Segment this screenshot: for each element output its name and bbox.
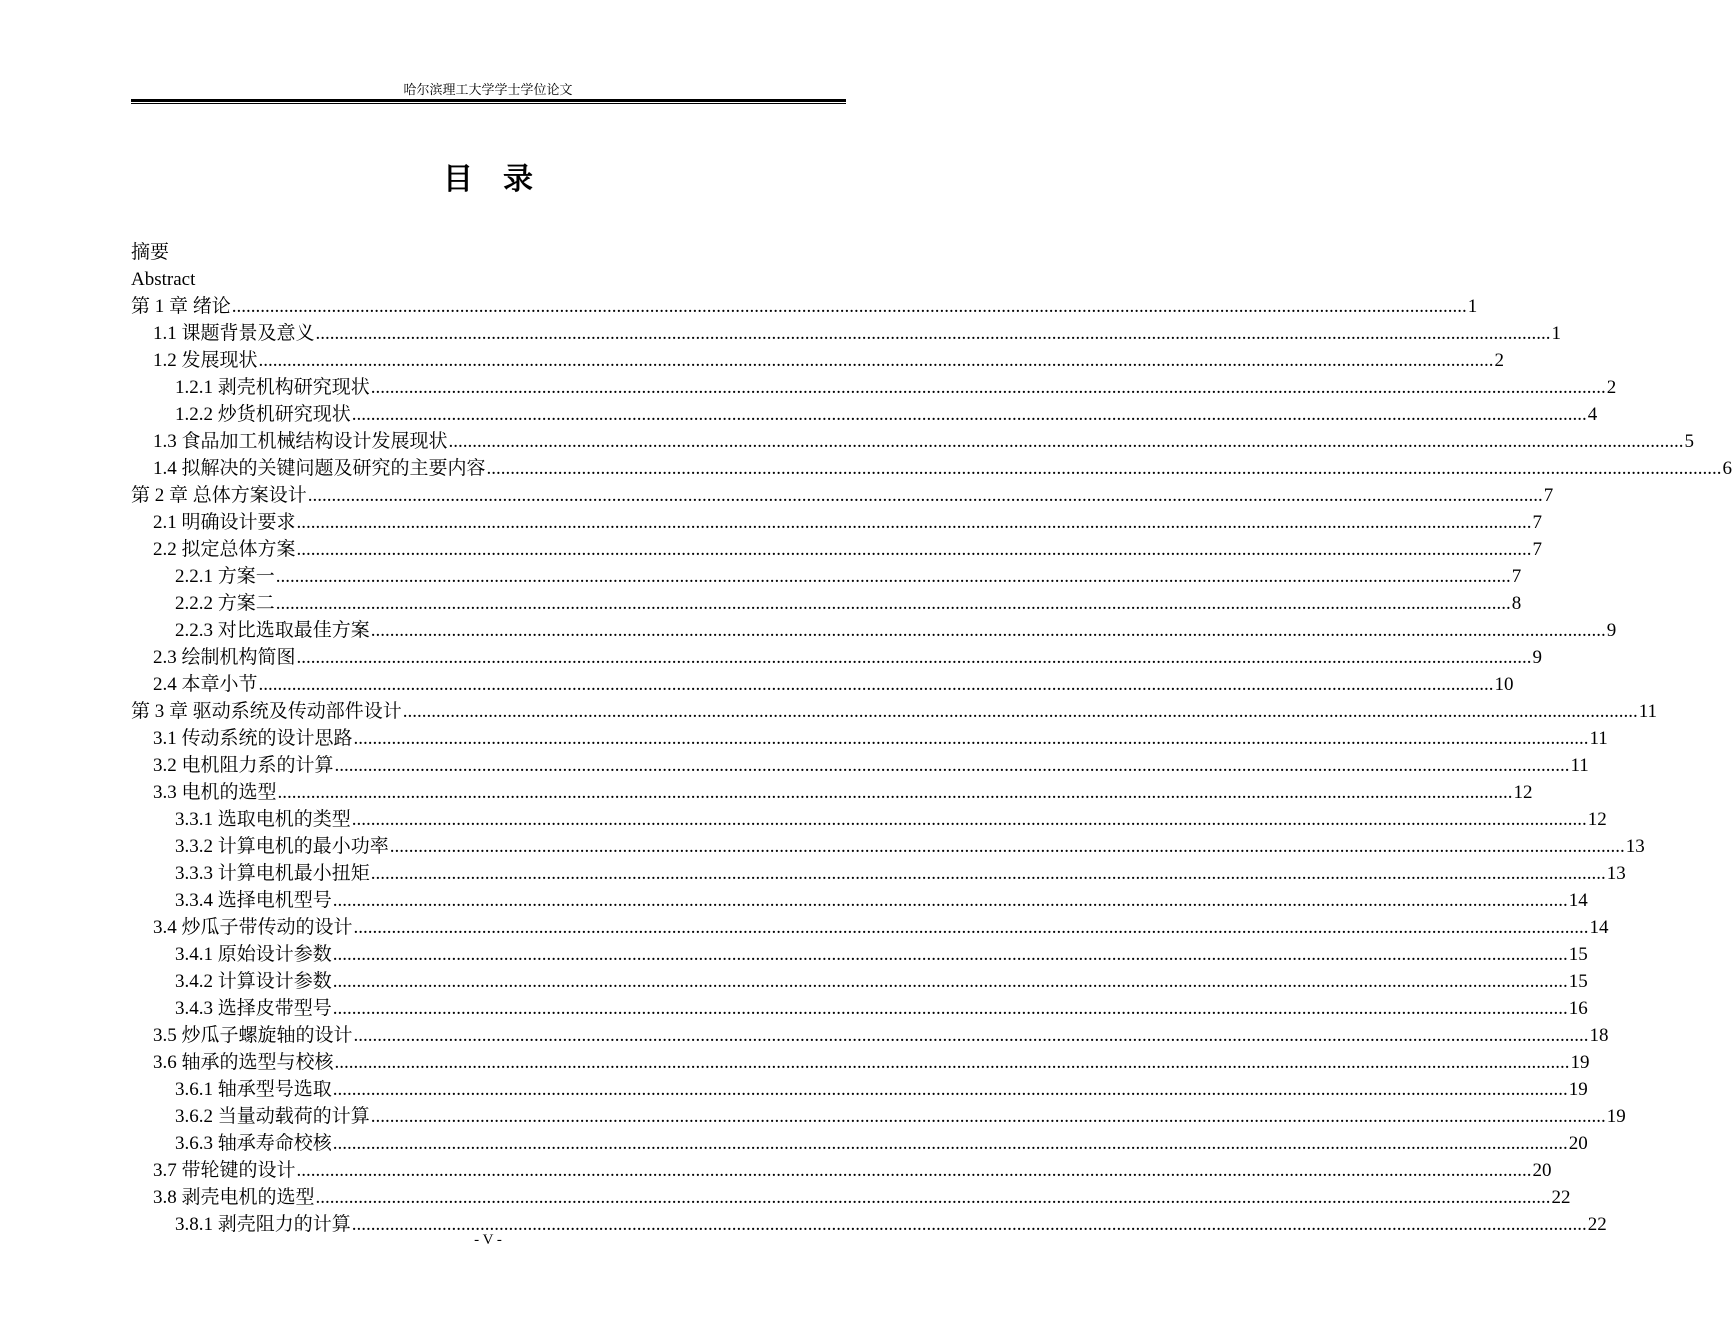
table-of-contents <box>131 239 1732 1238</box>
toc-leader-dots: .................................................................................................................................................................................................................................................................... <box>448 431 1684 452</box>
toc-entry[interactable] <box>131 509 1543 536</box>
toc-entry-page: 11 <box>1589 728 1608 749</box>
toc-entry[interactable] <box>131 590 1522 617</box>
toc-entry-label: 2.2.3 对比选取最佳方案 <box>175 620 370 641</box>
toc-entry-label: 第 1 章 绪论 <box>131 296 231 317</box>
toc-leader-dots: .................................................................................................................................................................................................................................................................... <box>275 566 1511 587</box>
toc-entry-label: 3.8.1 剥壳阻力的计算 <box>175 1214 351 1235</box>
toc-entry[interactable] <box>131 860 1626 887</box>
toc-entry-page: 14 <box>1589 917 1609 938</box>
toc-entry-label: 第 2 章 总体方案设计 <box>131 485 307 506</box>
toc-entry-page: 9 <box>1532 647 1543 668</box>
toc-leader-dots: .................................................................................................................................................................................................................................................................... <box>315 1187 1551 1208</box>
toc-entry-label: 3.1 传动系统的设计思路 <box>153 728 353 749</box>
toc-entry-label: 3.6.1 轴承型号选取 <box>175 1079 332 1100</box>
toc-entry-page: 7 <box>1543 485 1554 506</box>
toc-entry[interactable] <box>131 1157 1552 1184</box>
toc-entry-page: 22 <box>1587 1214 1607 1235</box>
toc-leader-dots: .................................................................................................................................................................................................................................................................... <box>332 944 1568 965</box>
toc-leader-dots: .................................................................................................................................................................................................................................................................... <box>332 890 1568 911</box>
toc-entry-page: 9 <box>1606 620 1617 641</box>
toc-entry[interactable] <box>131 671 1514 698</box>
toc-leader-dots: .................................................................................................................................................................................................................................................................... <box>353 1025 1589 1046</box>
toc-leader-dots: .................................................................................................................................................................................................................................................................... <box>296 647 1532 668</box>
toc-entry-page: 6 <box>1722 458 1732 479</box>
toc-entry-page: 12 <box>1513 782 1533 803</box>
toc-entry-label: 3.3.2 计算电机的最小功率 <box>175 836 389 857</box>
toc-leader-dots: .................................................................................................................................................................................................................................................................... <box>296 512 1532 533</box>
toc-entry-label: 3.2 电机阻力系的计算 <box>153 755 334 776</box>
header-rule-thin <box>131 103 846 104</box>
toc-entry-label: 1.2.1 剥壳机构研究现状 <box>175 377 370 398</box>
toc-entry[interactable] <box>131 941 1588 968</box>
toc-entry[interactable] <box>131 779 1533 806</box>
running-header: 哈尔滨理工大学学士学位论文 <box>403 83 573 98</box>
toc-leader-dots: .................................................................................................................................................................................................................................................................... <box>296 1160 1532 1181</box>
toc-leader-dots: .................................................................................................................................................................................................................................................................... <box>486 458 1722 479</box>
toc-leader-dots: .................................................................................................................................................................................................................................................................... <box>231 296 1467 317</box>
toc-entry-page: 11 <box>1638 701 1658 722</box>
toc-entry-label: 3.3.1 选取电机的类型 <box>175 809 351 830</box>
toc-entry-label: 第 3 章 驱动系统及传动部件设计 <box>131 701 402 722</box>
toc-entry-page: 20 <box>1568 1133 1588 1154</box>
toc-entry-label: 3.4.2 计算设计参数 <box>175 971 332 992</box>
toc-entry-page: 19 <box>1568 1079 1588 1100</box>
toc-entry-page: 7 <box>1511 566 1522 587</box>
toc-leader-dots: .................................................................................................................................................................................................................................................................... <box>332 1133 1568 1154</box>
toc-entry-label: 3.8 剥壳电机的选型 <box>153 1187 315 1208</box>
toc-leader-dots: .................................................................................................................................................................................................................................................................... <box>277 782 1513 803</box>
toc-entry-page: 20 <box>1532 1160 1552 1181</box>
toc-entry-page: 13 <box>1606 863 1626 884</box>
toc-entry-page: 2 <box>1494 350 1505 371</box>
toc-entry-page: 7 <box>1532 539 1543 560</box>
toc-entry-label: 3.3.4 选择电机型号 <box>175 890 332 911</box>
toc-entry[interactable] <box>131 806 1607 833</box>
toc-entry[interactable] <box>131 401 1598 428</box>
toc-leader-dots: .................................................................................................................................................................................................................................................................... <box>370 377 1606 398</box>
toc-leader-dots: .................................................................................................................................................................................................................................................................... <box>389 836 1625 857</box>
toc-leader-dots: .................................................................................................................................................................................................................................................................... <box>332 1079 1568 1100</box>
toc-entry[interactable] <box>131 1130 1588 1157</box>
toc-leader-dots: .................................................................................................................................................................................................................................................................... <box>258 674 1494 695</box>
toc-entry[interactable] <box>131 347 1505 374</box>
toc-entry-page: 1 <box>1467 296 1478 317</box>
toc-leader-dots: .................................................................................................................................................................................................................................................................... <box>353 728 1589 749</box>
toc-entry[interactable] <box>131 1049 1590 1076</box>
toc-entry[interactable] <box>131 1184 1571 1211</box>
toc-leader-dots: .................................................................................................................................................................................................................................................................... <box>351 809 1587 830</box>
toc-entry-page: 10 <box>1494 674 1514 695</box>
toc-entry[interactable] <box>131 374 1617 401</box>
page-number: - V - <box>474 1232 502 1248</box>
toc-entry-label: 3.4.1 原始设计参数 <box>175 944 332 965</box>
toc-leader-dots: .................................................................................................................................................................................................................................................................... <box>258 350 1494 371</box>
toc-leader-dots: .................................................................................................................................................................................................................................................................... <box>370 1106 1606 1127</box>
toc-entry-label: 3.3 电机的选型 <box>153 782 277 803</box>
toc-leader-dots: .................................................................................................................................................................................................................................................................... <box>307 485 1543 506</box>
toc-entry-page: 12 <box>1587 809 1607 830</box>
toc-entry-page: 5 <box>1684 431 1695 452</box>
toc-entry[interactable] <box>131 536 1543 563</box>
page-title: 目录 <box>443 162 563 197</box>
toc-entry-label: 3.6 轴承的选型与校核 <box>153 1052 334 1073</box>
toc-entry-label: 2.1 明确设计要求 <box>153 512 296 533</box>
toc-leader-dots: .................................................................................................................................................................................................................................................................... <box>370 620 1606 641</box>
toc-entry-label: 3.7 带轮键的设计 <box>153 1160 296 1181</box>
toc-leader-dots: .................................................................................................................................................................................................................................................................... <box>315 323 1551 344</box>
toc-entry-page: 1 <box>1551 323 1562 344</box>
toc-leader-dots: .................................................................................................................................................................................................................................................................... <box>334 1052 1570 1073</box>
toc-entry[interactable] <box>131 725 1608 752</box>
toc-entry-label: 3.6.3 轴承寿命校核 <box>175 1133 332 1154</box>
toc-entry-page: 14 <box>1568 890 1588 911</box>
toc-entry-label: 1.3 食品加工机械结构设计发展现状 <box>153 431 448 452</box>
toc-entry-label: 1.4 拟解决的关键问题及研究的主要内容 <box>153 458 486 479</box>
toc-entry[interactable] <box>131 1103 1626 1130</box>
toc-leader-dots: .................................................................................................................................................................................................................................................................... <box>402 701 1638 722</box>
toc-entry[interactable] <box>131 1022 1609 1049</box>
toc-entry-page: 13 <box>1625 836 1645 857</box>
toc-leader-dots: .................................................................................................................................................................................................................................................................... <box>332 998 1568 1019</box>
toc-entry-page: 19 <box>1570 1052 1590 1073</box>
toc-entry-label: 3.4 炒瓜子带传动的设计 <box>153 917 353 938</box>
toc-entry[interactable] <box>131 698 1658 725</box>
toc-entry[interactable] <box>131 482 1554 509</box>
toc-entry-label: 2.2 拟定总体方案 <box>153 539 296 560</box>
toc-entry[interactable] <box>131 995 1588 1022</box>
toc-abstract-en: Abstract <box>131 269 196 290</box>
toc-entry[interactable] <box>131 914 1609 941</box>
toc-entry[interactable] <box>131 968 1588 995</box>
toc-leader-dots: .................................................................................................................................................................................................................................................................... <box>351 404 1587 425</box>
toc-leader-dots: .................................................................................................................................................................................................................................................................... <box>370 863 1606 884</box>
toc-entry[interactable] <box>131 428 1695 455</box>
toc-entry-label: 1.1 课题背景及意义 <box>153 323 315 344</box>
toc-entry[interactable] <box>131 833 1645 860</box>
toc-entry-page: 22 <box>1551 1187 1571 1208</box>
toc-entry[interactable] <box>131 617 1617 644</box>
toc-leader-dots: .................................................................................................................................................................................................................................................................... <box>353 917 1589 938</box>
toc-entry-page: 16 <box>1568 998 1588 1019</box>
toc-entry-label: 3.4.3 选择皮带型号 <box>175 998 332 1019</box>
toc-entry[interactable] <box>131 563 1522 590</box>
toc-entry-label: 3.3.3 计算电机最小扭矩 <box>175 863 370 884</box>
toc-entry-label: 2.2.1 方案一 <box>175 566 275 587</box>
toc-entry-label: 2.3 绘制机构简图 <box>153 647 296 668</box>
toc-entry-label: 3.5 炒瓜子螺旋轴的设计 <box>153 1025 353 1046</box>
toc-entry-page: 18 <box>1589 1025 1609 1046</box>
toc-entry-page: 4 <box>1587 404 1598 425</box>
toc-entry[interactable] <box>131 887 1588 914</box>
toc-entry-page: 15 <box>1568 971 1588 992</box>
toc-entry[interactable] <box>131 455 1732 482</box>
toc-entry-page: 7 <box>1532 512 1543 533</box>
toc-entry-label: 1.2 发展现状 <box>153 350 258 371</box>
toc-entry-label: 3.6.2 当量动载荷的计算 <box>175 1106 370 1127</box>
toc-entry-page: 2 <box>1606 377 1617 398</box>
toc-entry-page: 19 <box>1606 1106 1626 1127</box>
toc-entry[interactable] <box>131 293 1478 320</box>
toc-entry[interactable] <box>131 644 1543 671</box>
toc-leader-dots: .................................................................................................................................................................................................................................................................... <box>296 539 1532 560</box>
toc-entry-page: 8 <box>1511 593 1522 614</box>
toc-abstract-cn: 摘要 <box>131 242 170 263</box>
toc-leader-dots: .................................................................................................................................................................................................................................................................... <box>332 971 1568 992</box>
header-rule-thick <box>131 99 846 102</box>
toc-leader-dots: .................................................................................................................................................................................................................................................................... <box>351 1214 1587 1235</box>
toc-entry-page: 15 <box>1568 944 1588 965</box>
toc-entry[interactable] <box>131 320 1562 347</box>
toc-entry[interactable] <box>131 1076 1588 1103</box>
toc-leader-dots: .................................................................................................................................................................................................................................................................... <box>275 593 1511 614</box>
toc-entry-label: 2.4 本章小节 <box>153 674 258 695</box>
toc-entry-page: 11 <box>1570 755 1589 776</box>
toc-leader-dots: .................................................................................................................................................................................................................................................................... <box>334 755 1570 776</box>
toc-entry-label: 1.2.2 炒货机研究现状 <box>175 404 351 425</box>
toc-entry[interactable] <box>131 752 1589 779</box>
toc-entry-label: 2.2.2 方案二 <box>175 593 275 614</box>
